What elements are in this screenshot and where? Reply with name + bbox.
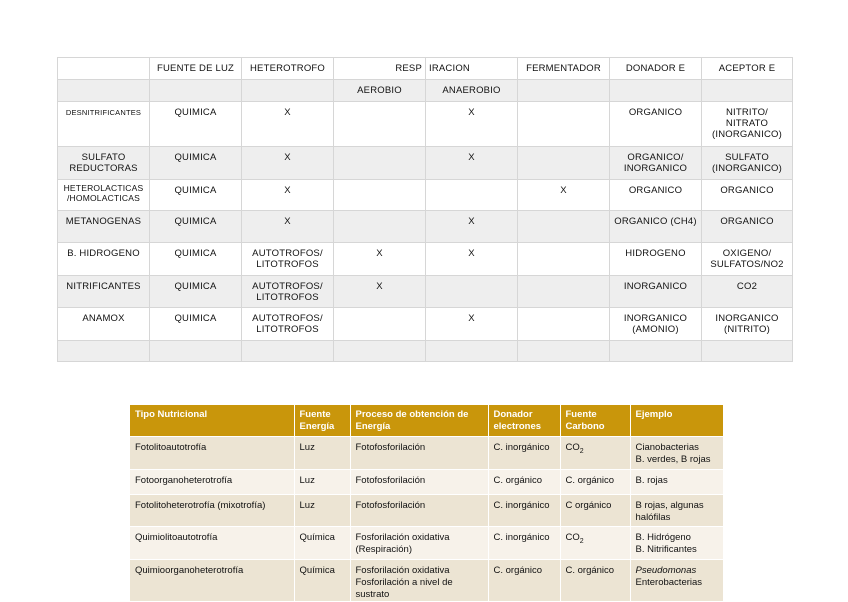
row-donador: ORGANICO/ INORGANICO	[610, 147, 702, 180]
table-row-empty	[58, 341, 793, 362]
row-anaerobio: X	[426, 102, 518, 147]
row-fuente: QUIMICA	[150, 243, 242, 276]
header-heterotrofo: HETEROTROFO	[242, 58, 334, 80]
header-donador: DONADOR E	[610, 58, 702, 80]
row-carbono: $CO_2$	[560, 436, 630, 469]
header-ejemplo: Ejemplo	[630, 405, 723, 436]
table-row	[130, 436, 723, 469]
nutritional-types-table	[130, 405, 724, 602]
header-carbono: Fuente Carbono	[560, 405, 630, 436]
row-proceso: Fosforilación oxidativa (Respiración)	[350, 526, 488, 559]
row-hetero: X	[242, 211, 334, 243]
row-aceptor: ORGANICO	[702, 180, 793, 211]
table-row	[130, 469, 723, 494]
row-aerobio: X	[334, 243, 426, 276]
table2-header-row	[130, 405, 723, 436]
row-aceptor: NITRITO/ NITRATO (INORGANICO)	[702, 102, 793, 147]
row-proceso: Fotofosforilación	[350, 436, 488, 469]
row-aceptor: OXIGENO/ SULFATOS/NO2	[702, 243, 793, 276]
row-proceso: Fosforilación oxidativa Fosforilación a nivel de sustrato	[350, 559, 488, 601]
table-row	[58, 147, 793, 180]
row-fuente: Química	[294, 559, 350, 601]
row-donador: ORGANICO (CH4)	[610, 211, 702, 243]
row-donador: INORGANICO (AMONIO)	[610, 308, 702, 341]
row-name: B. HIDROGENO	[58, 243, 150, 276]
row-aceptor: INORGANICO (NITRITO)	[702, 308, 793, 341]
row-tipo: Fotolitoheterotrofía (mixotrofía)	[130, 494, 294, 526]
row-tipo: Quimioorganoheterotrofía	[130, 559, 294, 601]
row-fuente: Química	[294, 526, 350, 559]
row-anaerobio: X	[426, 243, 518, 276]
table1-subheader-row	[58, 80, 793, 102]
row-carbono: C. orgánico	[560, 559, 630, 601]
row-donador: C. inorgánico	[488, 494, 560, 526]
row-hetero: AUTOTROFOS/ LITOTROFOS	[242, 243, 334, 276]
row-aerobio	[334, 102, 426, 147]
header-fuente-energia: Fuente Energía	[294, 405, 350, 436]
row-fuente: QUIMICA	[150, 180, 242, 211]
row-name: METANOGENAS	[58, 211, 150, 243]
row-aerobio	[334, 211, 426, 243]
header-tipo: Tipo Nutricional	[130, 405, 294, 436]
row-hetero: AUTOTROFOS/ LITOTROFOS	[242, 276, 334, 308]
row-aerobio	[334, 308, 426, 341]
row-anaerobio	[426, 276, 518, 308]
row-donador: C. orgánico	[488, 559, 560, 601]
row-hetero: X	[242, 180, 334, 211]
row-ejemplo: B rojas, algunas halófilas	[630, 494, 723, 526]
row-proceso: Fotofosforilación	[350, 494, 488, 526]
row-fermentador	[518, 243, 610, 276]
row-fuente: Luz	[294, 469, 350, 494]
row-ejemplo: Cianobacterias B. verdes, B rojas	[630, 436, 723, 469]
header-respiracion-right: IRACION	[426, 58, 518, 80]
header-aceptor: ACEPTOR E	[702, 58, 793, 80]
row-aerobio: X	[334, 276, 426, 308]
table1-header-row	[58, 58, 793, 80]
row-name: SULFATO REDUCTORAS	[58, 147, 150, 180]
row-aceptor: SULFATO (INORGANICO)	[702, 147, 793, 180]
row-donador: HIDROGENO	[610, 243, 702, 276]
row-carbono: C orgánico	[560, 494, 630, 526]
row-aerobio	[334, 147, 426, 180]
row-fuente: QUIMICA	[150, 147, 242, 180]
table-row	[130, 526, 723, 559]
row-anaerobio: X	[426, 211, 518, 243]
table-row	[130, 494, 723, 526]
row-fuente: QUIMICA	[150, 308, 242, 341]
row-fermentador	[518, 102, 610, 147]
table-row	[58, 180, 793, 211]
row-name: HETEROLACTICAS /HOMOLACTICAS	[58, 180, 150, 211]
header-proceso: Proceso de obtención de Energía	[350, 405, 488, 436]
header-respiracion-left: RESP	[334, 58, 426, 80]
row-hetero: X	[242, 102, 334, 147]
subheader-aerobio: AEROBIO	[334, 80, 426, 102]
row-anaerobio: X	[426, 308, 518, 341]
table-row	[58, 243, 793, 276]
row-ejemplo: Pseudomonas Enterobacterias	[630, 559, 723, 601]
row-name: DESNITRIFICANTES	[58, 102, 150, 147]
row-tipo: Fotoorganoheterotrofía	[130, 469, 294, 494]
row-aceptor: CO2	[702, 276, 793, 308]
row-aerobio	[334, 180, 426, 211]
row-aceptor: ORGANICO	[702, 211, 793, 243]
row-fermentador	[518, 147, 610, 180]
subheader-anaerobio: ANAEROBIO	[426, 80, 518, 102]
row-donador: INORGANICO	[610, 276, 702, 308]
row-carbono: $CO_2$	[560, 526, 630, 559]
row-fuente: Luz	[294, 436, 350, 469]
table-row	[58, 308, 793, 341]
row-donador: ORGANICO	[610, 102, 702, 147]
table-row	[58, 211, 793, 243]
header-fermentador: FERMENTADOR	[518, 58, 610, 80]
row-name: ANAMOX	[58, 308, 150, 341]
row-fuente: QUIMICA	[150, 102, 242, 147]
row-fuente: QUIMICA	[150, 276, 242, 308]
metabolism-table	[57, 57, 793, 362]
row-anaerobio: X	[426, 147, 518, 180]
row-tipo: Quimiolitoautotrofía	[130, 526, 294, 559]
row-tipo: Fotolitoautotrofía	[130, 436, 294, 469]
row-donador: C. inorgánico	[488, 526, 560, 559]
header-fuente-luz: FUENTE DE LUZ	[150, 58, 242, 80]
row-hetero: X	[242, 147, 334, 180]
row-name: NITRIFICANTES	[58, 276, 150, 308]
row-donador: ORGANICO	[610, 180, 702, 211]
row-donador: C. inorgánico	[488, 436, 560, 469]
row-fermentador: X	[518, 180, 610, 211]
row-fermentador	[518, 211, 610, 243]
row-fermentador	[518, 308, 610, 341]
table-row	[130, 559, 723, 601]
row-carbono: C. orgánico	[560, 469, 630, 494]
row-anaerobio	[426, 180, 518, 211]
row-fuente: QUIMICA	[150, 211, 242, 243]
header-donador: Donador electrones	[488, 405, 560, 436]
row-fermentador	[518, 276, 610, 308]
table-row	[58, 276, 793, 308]
row-ejemplo: B. rojas	[630, 469, 723, 494]
row-fuente: Luz	[294, 494, 350, 526]
header-empty-cell	[58, 58, 150, 80]
table-row	[58, 102, 793, 147]
row-proceso: Fotofosforilación	[350, 469, 488, 494]
row-ejemplo: B. Hidrógeno B. Nitrificantes	[630, 526, 723, 559]
row-hetero: AUTOTROFOS/ LITOTROFOS	[242, 308, 334, 341]
row-donador: C. orgánico	[488, 469, 560, 494]
